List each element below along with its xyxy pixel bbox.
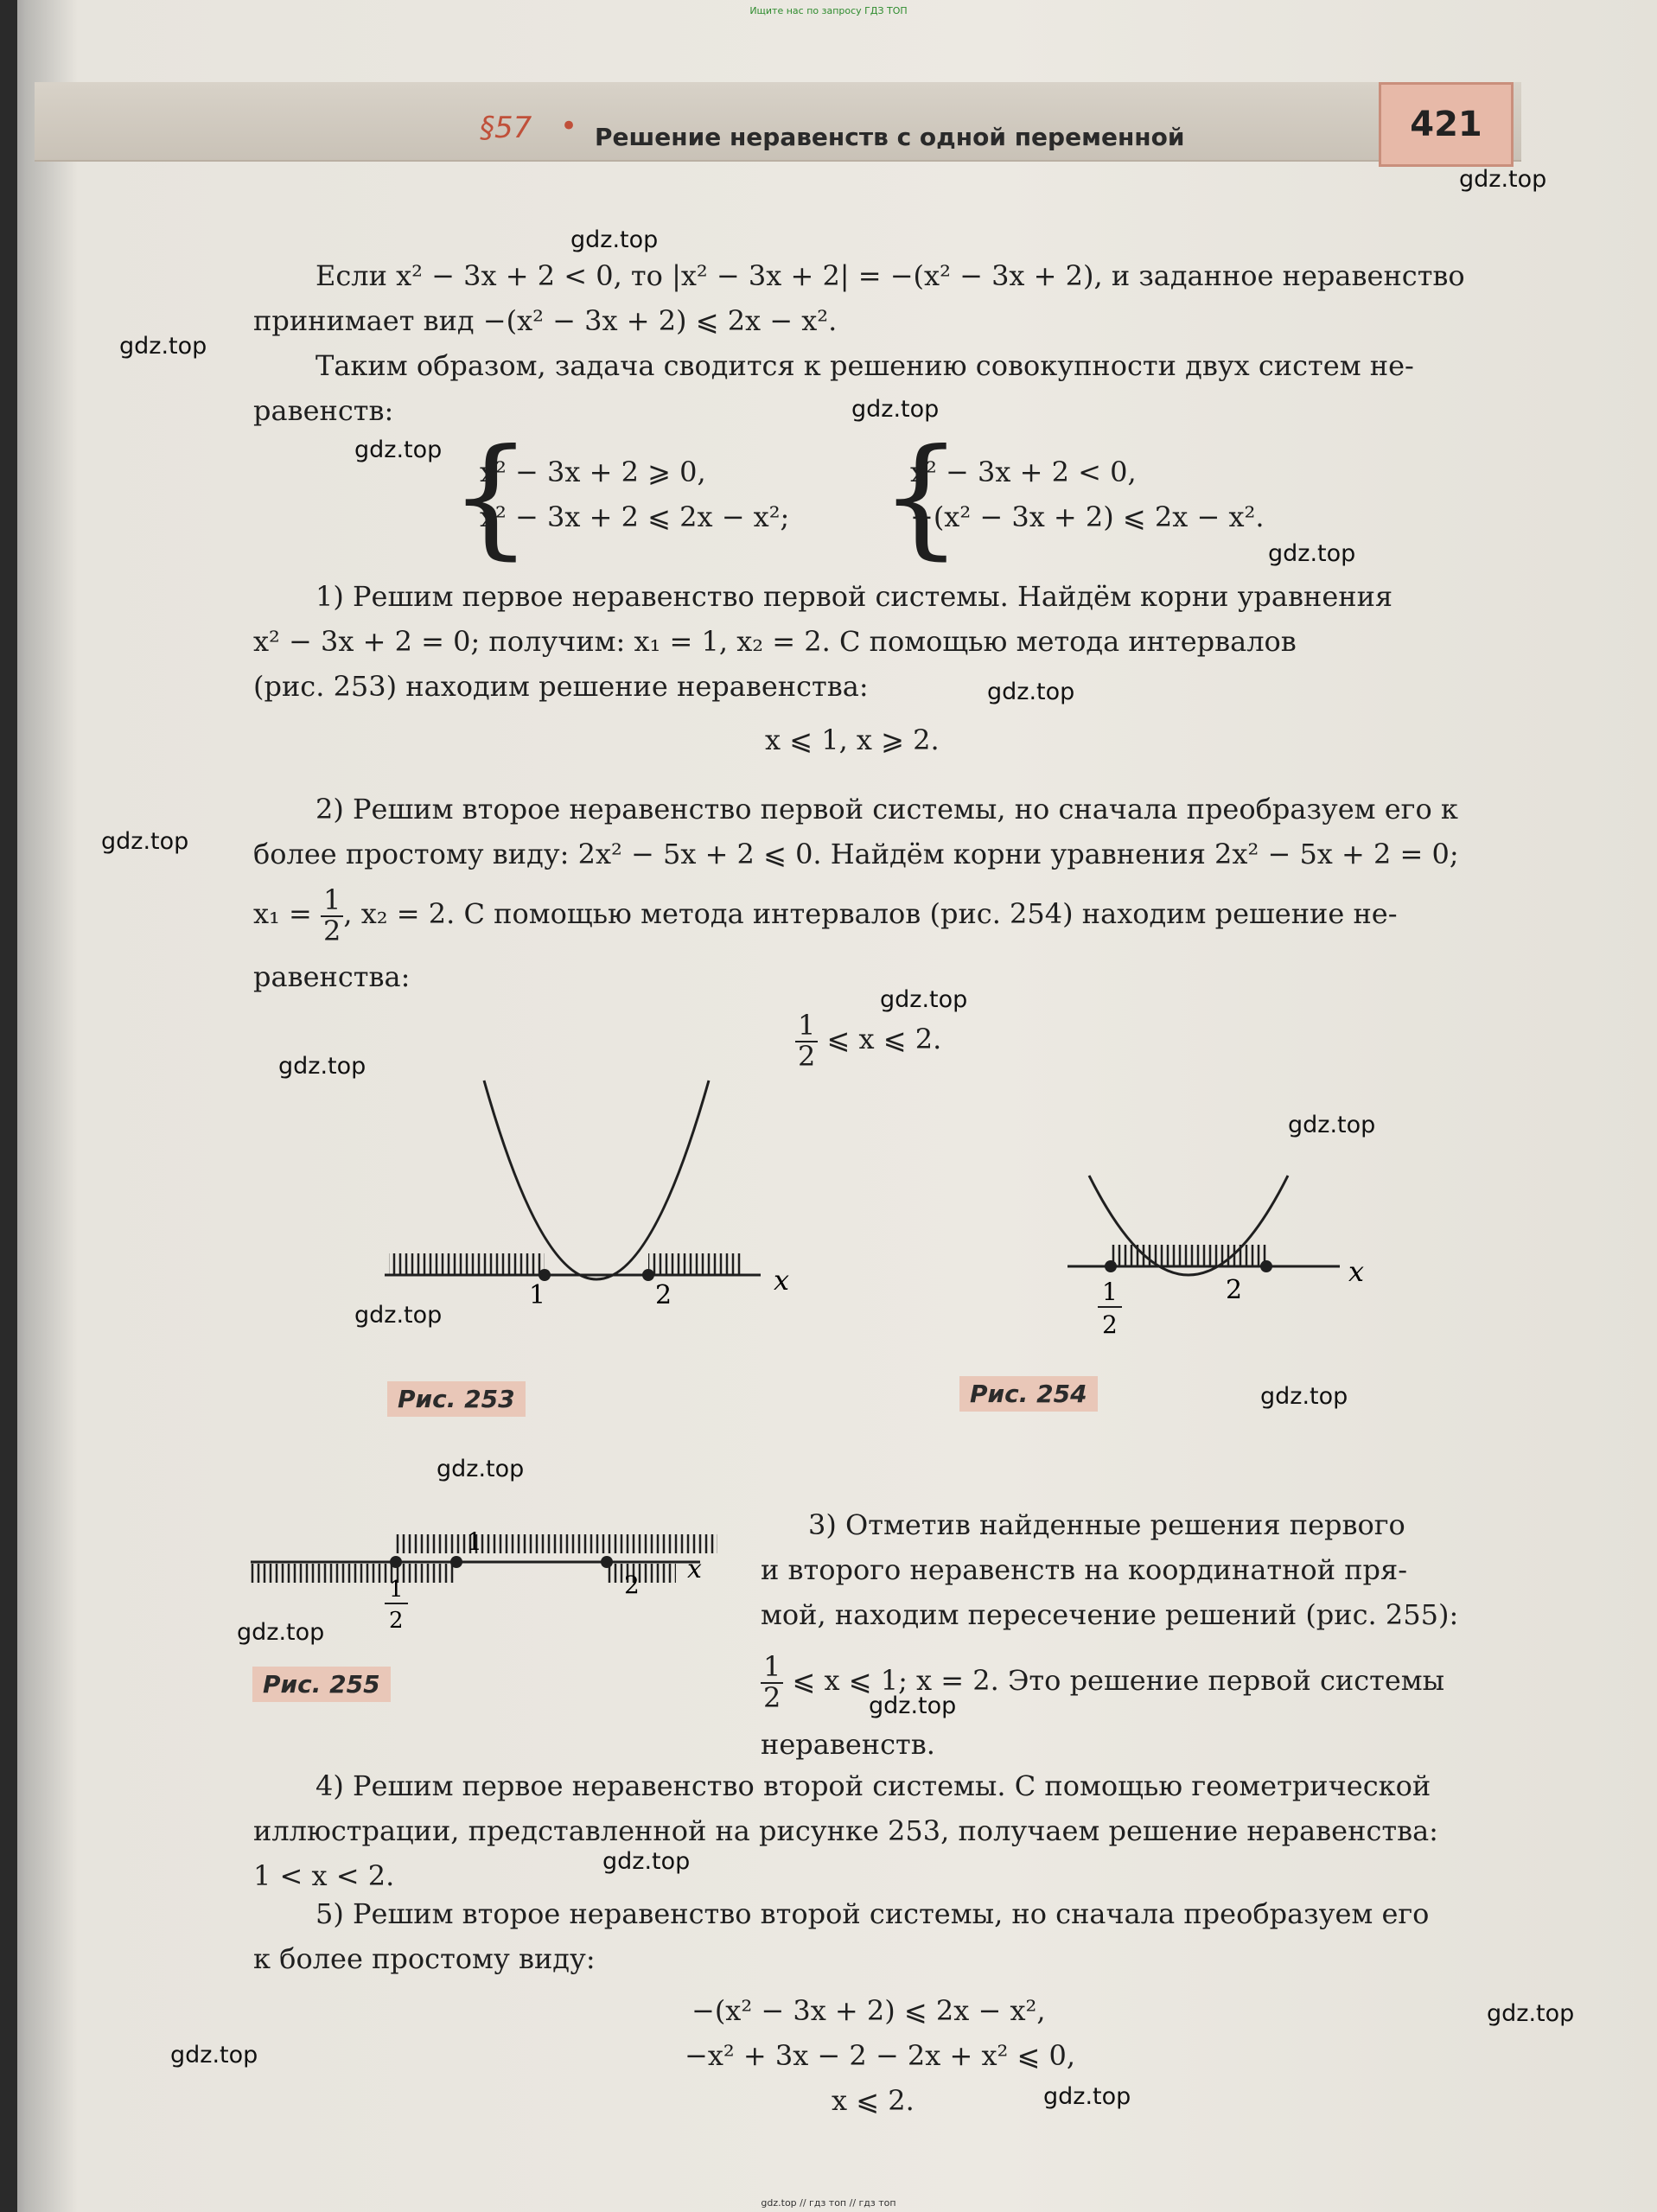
system1-line: x² − 3x + 2 ⩽ 2x − x²; bbox=[480, 500, 790, 533]
text-fragment: ⩽ x ⩽ 2. bbox=[826, 1023, 942, 1056]
shaded-region bbox=[1111, 1245, 1266, 1265]
paragraph-line: Таким образом, задача сводится к решению совокупности двух систем не- bbox=[315, 349, 1414, 382]
text-fragment: ⩽ x ⩽ 1; x = 2. Это решение первой системы bbox=[792, 1664, 1445, 1698]
paragraph-line: неравенств. bbox=[761, 1728, 935, 1761]
paragraph-line: иллюстрации, представленной на рисунке 253, получаем решение неравенства: bbox=[253, 1814, 1438, 1847]
paragraph-line: 1 < x < 2. bbox=[253, 1859, 395, 1892]
parabola bbox=[484, 1081, 709, 1279]
watermark: gdz.top bbox=[880, 986, 968, 1013]
root-point bbox=[642, 1269, 654, 1281]
paragraph-line: 4) Решим первое неравенство второй системы. С помощью геометрической bbox=[315, 1769, 1431, 1802]
watermark: gdz.top bbox=[1459, 166, 1547, 193]
figure-caption: Рис. 255 bbox=[252, 1667, 391, 1702]
root-label: 2 bbox=[655, 1280, 672, 1310]
text-fragment: , x₂ = 2. С помощью метода интервалов (рис. 254) находим решение не- bbox=[343, 897, 1398, 931]
watermark: gdz.top bbox=[1288, 1112, 1376, 1138]
paragraph-line: принимает вид −(x² − 3x + 2) ⩽ 2x − x². bbox=[253, 304, 838, 337]
shaded-region-top bbox=[396, 1534, 717, 1553]
figure-253 bbox=[380, 1072, 813, 1348]
fraction-denominator: 2 bbox=[389, 1608, 404, 1634]
watermark: gdz.top bbox=[602, 1848, 691, 1875]
watermark: gdz.top bbox=[869, 1692, 957, 1719]
watermark: gdz.top bbox=[1268, 540, 1356, 567]
page-gutter bbox=[0, 0, 17, 2212]
text-fragment: x₁ = bbox=[253, 897, 312, 931]
root-point bbox=[539, 1269, 551, 1281]
section-bullet: • bbox=[560, 109, 578, 143]
shaded-region-bottom-right bbox=[607, 1564, 676, 1583]
paragraph-line: и второго неравенств на координатной пря- bbox=[761, 1553, 1407, 1586]
fraction bbox=[795, 1011, 818, 1071]
point bbox=[390, 1556, 402, 1568]
axis-label: x bbox=[1348, 1255, 1365, 1288]
formula: −x² + 3x − 2 − 2x + x² ⩽ 0, bbox=[685, 2039, 1076, 2072]
fraction-numerator: 1 bbox=[321, 886, 343, 917]
point-label: 2 bbox=[624, 1571, 640, 1599]
shaded-region-bottom-left bbox=[251, 1564, 456, 1583]
paragraph-line: 2) Решим второе неравенство первой системы, но сначала преобразуем его к bbox=[315, 793, 1458, 826]
watermark: gdz.top bbox=[437, 1456, 525, 1482]
page-number: 421 bbox=[1379, 82, 1514, 167]
watermark: gdz.top bbox=[851, 396, 940, 423]
watermark: gdz.top bbox=[354, 1302, 443, 1329]
fraction-numerator: 1 bbox=[795, 1011, 818, 1042]
formula: −(x² − 3x + 2) ⩽ 2x − x², bbox=[691, 1994, 1046, 2027]
watermark: gdz.top bbox=[1043, 2083, 1131, 2110]
paragraph-line: 5) Решим второе неравенство второй системы, но сначала преобразуем его bbox=[315, 1897, 1430, 1930]
paragraph-line: более простому виду: 2x² − 5x + 2 ⩽ 0. Найдём корни уравнения 2x² − 5x + 2 = 0; bbox=[253, 838, 1459, 870]
watermark: gdz.top bbox=[570, 226, 659, 253]
point bbox=[601, 1556, 613, 1568]
paragraph-line: мой, находим пересечение решений (рис. 255): bbox=[761, 1598, 1459, 1631]
fraction-denominator: 2 bbox=[798, 1039, 816, 1073]
fraction-numerator: 1 bbox=[1102, 1278, 1118, 1306]
point-label: 1 bbox=[467, 1527, 482, 1556]
fraction-numerator: 1 bbox=[389, 1577, 404, 1603]
watermark: gdz.top bbox=[1487, 2000, 1575, 2027]
fraction-denominator: 2 bbox=[323, 914, 341, 947]
system-brace: { bbox=[880, 422, 963, 572]
paragraph-line: (рис. 253) находим решение неравенства: bbox=[253, 670, 869, 703]
watermark: gdz.top bbox=[101, 828, 189, 855]
fraction bbox=[321, 883, 343, 947]
bottom-note: gdz.top // гдз топ // гдз топ bbox=[761, 2197, 896, 2209]
figure-255 bbox=[251, 1508, 717, 1647]
axis-label: x bbox=[687, 1554, 702, 1584]
watermark: gdz.top bbox=[119, 333, 207, 360]
shaded-region bbox=[389, 1253, 545, 1274]
section-number: §57 bbox=[480, 111, 532, 145]
point bbox=[450, 1556, 462, 1568]
system-brace: { bbox=[449, 422, 532, 572]
watermark: gdz.top bbox=[354, 437, 443, 463]
paragraph-line bbox=[253, 883, 1398, 947]
figure-caption: Рис. 254 bbox=[959, 1376, 1098, 1412]
paragraph-line bbox=[761, 1650, 1445, 1714]
watermark: gdz.top bbox=[278, 1053, 366, 1080]
shaded-region bbox=[648, 1253, 743, 1274]
formula: x ⩽ 2. bbox=[832, 2084, 915, 2117]
formula bbox=[795, 1011, 941, 1071]
paragraph-line: Если x² − 3x + 2 < 0, то |x² − 3x + 2| = −(x² − 3x + 2), и заданное неравенство bbox=[315, 259, 1465, 292]
fraction-denominator: 2 bbox=[763, 1680, 781, 1714]
paragraph-line: к более простому виду: bbox=[253, 1942, 596, 1975]
figure-254 bbox=[1063, 1158, 1392, 1366]
root-label: 1 bbox=[529, 1280, 546, 1310]
watermark: gdz.top bbox=[170, 2042, 258, 2069]
top-note: Ищите нас по запросу ГДЗ ТОП bbox=[749, 5, 908, 16]
fraction bbox=[761, 1650, 783, 1714]
watermark: gdz.top bbox=[1260, 1383, 1348, 1410]
fraction-numerator: 1 bbox=[761, 1653, 783, 1684]
figure-caption: Рис. 253 bbox=[387, 1381, 526, 1417]
paragraph-line: 1) Решим первое неравенство первой системы. Найдём корни уравнения bbox=[315, 580, 1393, 613]
watermark: gdz.top bbox=[237, 1619, 325, 1646]
system2-line: −(x² − 3x + 2) ⩽ 2x − x². bbox=[910, 500, 1265, 533]
section-title: Решение неравенств с одной переменной bbox=[595, 123, 1185, 151]
paragraph-line: равенства: bbox=[253, 960, 411, 993]
root-point bbox=[1105, 1260, 1117, 1272]
formula: x ⩽ 1, x ⩾ 2. bbox=[765, 724, 940, 756]
paragraph-line: 3) Отметив найденные решения первого bbox=[808, 1508, 1405, 1541]
system1-line: x² − 3x + 2 ⩾ 0, bbox=[480, 456, 706, 488]
root-point bbox=[1260, 1260, 1272, 1272]
fraction-denominator: 2 bbox=[1102, 1310, 1118, 1339]
root-label: 2 bbox=[1226, 1275, 1243, 1305]
axis-label: x bbox=[774, 1264, 790, 1297]
system2-line: x² − 3x + 2 < 0, bbox=[910, 456, 1137, 488]
watermark: gdz.top bbox=[987, 679, 1075, 705]
paragraph-line: x² − 3x + 2 = 0; получим: x₁ = 1, x₂ = 2. С помощью метода интервалов bbox=[253, 625, 1297, 658]
paragraph-line: равенств: bbox=[253, 394, 394, 427]
